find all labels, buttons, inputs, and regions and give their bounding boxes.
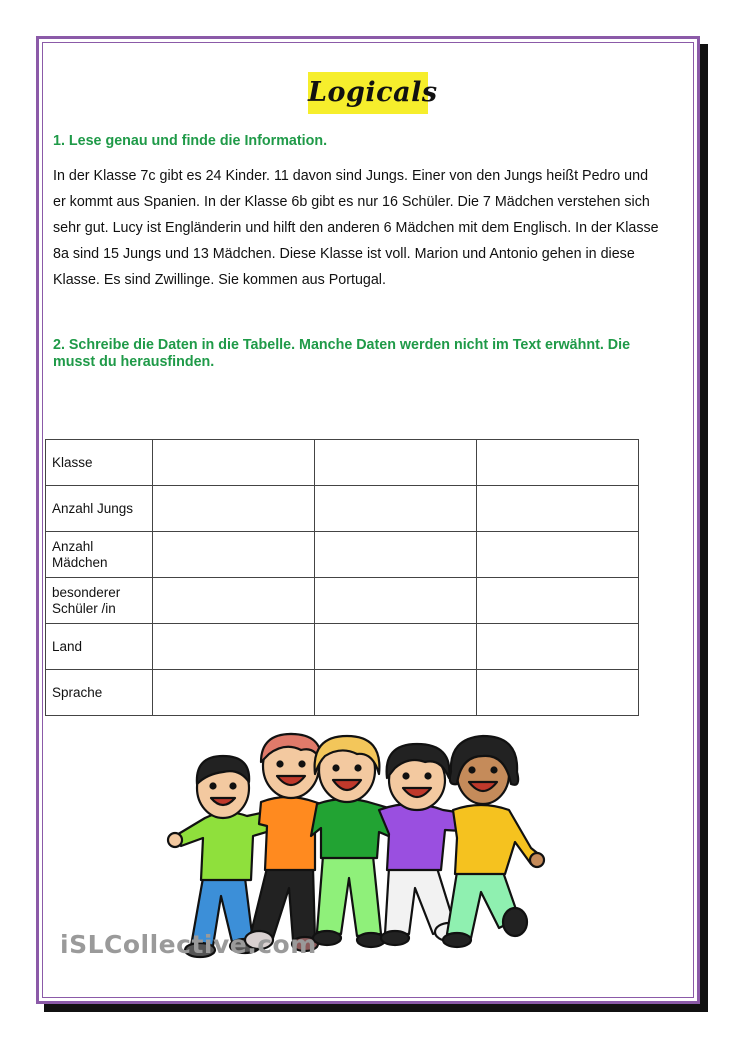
answer-cell[interactable]	[315, 532, 477, 578]
answer-table	[45, 439, 639, 716]
answer-cell[interactable]	[477, 578, 639, 624]
table-row	[46, 670, 639, 716]
answer-cell[interactable]	[477, 440, 639, 486]
answer-cell[interactable]	[153, 578, 315, 624]
text-line: sehr gut. Lucy ist Engländerin und hilft den anderen 6 Mädchen mit dem Englisch. In der Klasse	[53, 220, 659, 236]
table-row	[46, 624, 639, 670]
row-label	[46, 532, 153, 578]
table-row	[46, 440, 639, 486]
task2-heading: 2. Schreibe die Daten in die Tabelle. Manche Daten werden nicht im Text erwähnt. Die musst du herausfinden.	[53, 337, 631, 370]
row-label-line: Mädchen	[52, 554, 108, 570]
table-row	[46, 578, 639, 624]
page-title: Logicals	[308, 77, 438, 108]
row-label-line: Anzahl Jungs	[52, 500, 134, 516]
answer-cell[interactable]	[315, 624, 477, 670]
row-label-line: Klasse	[52, 454, 93, 470]
answer-cell[interactable]	[477, 670, 639, 716]
row-label	[46, 670, 153, 716]
answer-cell[interactable]	[315, 486, 477, 532]
row-label-line: besonderer	[52, 584, 121, 600]
row-label-line: Sprache	[52, 684, 103, 700]
row-label-line: Anzahl	[52, 538, 94, 554]
answer-cell[interactable]	[477, 624, 639, 670]
answer-cell[interactable]	[477, 532, 639, 578]
text-line: In der Klasse 7c gibt es 24 Kinder. 11 davon sind Jungs. Einer von den Jungs heißt Pedro und	[53, 168, 649, 184]
task1-text	[53, 163, 693, 293]
watermark: iSLCollective.com	[60, 930, 317, 959]
answer-cell[interactable]	[153, 440, 315, 486]
text-line: er kommt aus Spanien. In der Klasse 6b gibt es nur 16 Schüler. Die 7 Mädchen verstehen sich	[53, 194, 650, 210]
kid-darkgreen-shirt	[311, 736, 393, 947]
text-line: Klasse. Es sind Zwillinge. Sie kommen aus Portugal.	[53, 272, 386, 288]
children-illustration	[165, 728, 555, 960]
title-banner	[308, 72, 438, 114]
answer-cell[interactable]	[153, 532, 315, 578]
answer-cell[interactable]	[315, 578, 477, 624]
answer-cell[interactable]	[315, 440, 477, 486]
table-row	[46, 532, 639, 578]
text-line: 8a sind 15 Jungs und 13 Mädchen. Diese Klasse ist voll. Marion und Antonio gehen in diese	[53, 246, 635, 262]
task1-heading: 1. Lese genau und finde die Information.	[53, 133, 328, 149]
answer-cell[interactable]	[153, 670, 315, 716]
kid-yellow-shirt	[443, 736, 544, 947]
row-label	[46, 486, 153, 532]
row-label-line: Schüler /in	[52, 600, 116, 616]
answer-cell[interactable]	[153, 624, 315, 670]
row-label	[46, 624, 153, 670]
row-label-line: Land	[52, 638, 83, 654]
row-label	[46, 440, 153, 486]
answer-cell[interactable]	[315, 670, 477, 716]
row-label	[46, 578, 153, 624]
answer-cell[interactable]	[153, 486, 315, 532]
table-row	[46, 486, 639, 532]
answer-cell[interactable]	[477, 486, 639, 532]
